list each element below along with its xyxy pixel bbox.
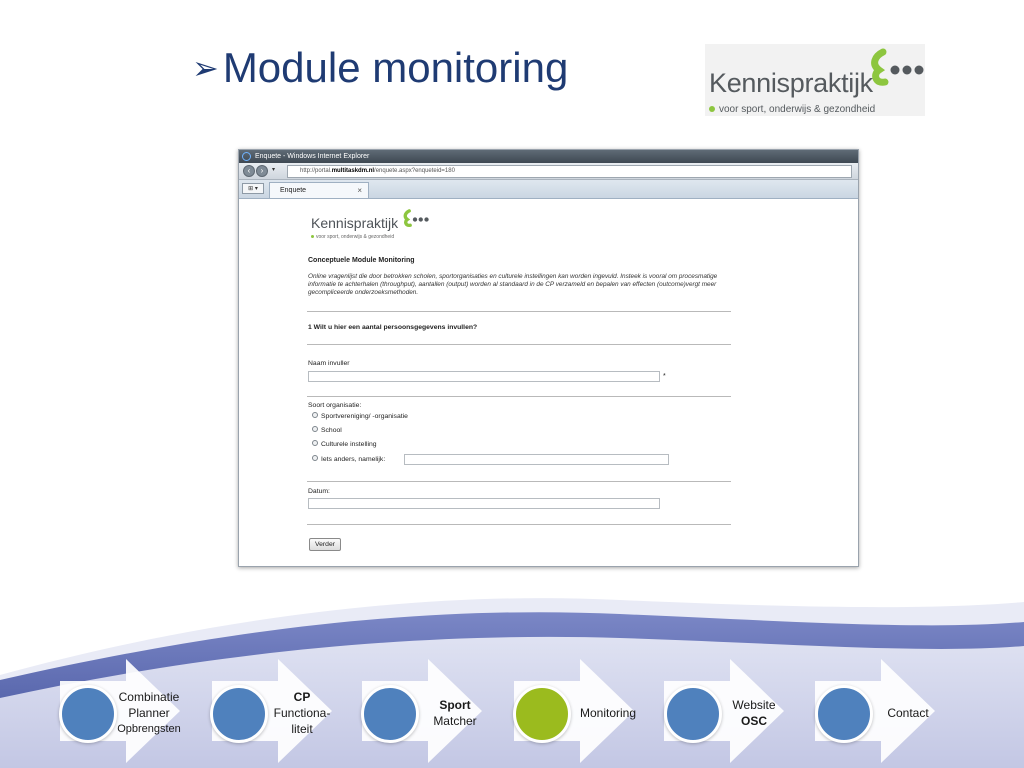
brand-tagline-text: voor sport, onderwijs & gezondheid — [719, 104, 876, 115]
step-label: Matcher — [433, 714, 477, 728]
date-label: Datum: — [308, 488, 330, 495]
window-titlebar — [239, 150, 858, 163]
step-circle-combinatie-planner[interactable] — [59, 685, 117, 743]
tab-label: Enquete — [280, 187, 307, 194]
kennispraktijk-mark-icon — [865, 44, 925, 94]
step-website-osc[interactable] — [724, 697, 784, 729]
step-combinatie-planner[interactable] — [112, 689, 186, 737]
url-field[interactable] — [287, 165, 852, 178]
step-label: Monitoring — [579, 706, 637, 720]
green-dot-small-icon — [311, 235, 314, 238]
step-label: Sport — [439, 698, 471, 712]
url-prefix: http://portal. — [300, 168, 332, 174]
form-logo — [311, 207, 431, 243]
step-label: CP — [293, 690, 311, 704]
divider — [307, 344, 731, 345]
radio-iets-anders[interactable] — [312, 455, 385, 465]
step-label: Planner — [128, 706, 170, 720]
tab-enquete[interactable] — [269, 182, 369, 198]
step-circle-sport-matcher[interactable] — [361, 685, 419, 743]
radio-button[interactable] — [312, 455, 318, 461]
step-circle-cp-functionaliteit[interactable] — [210, 685, 268, 743]
window-title: Enquete - Windows Internet Explorer — [255, 153, 370, 160]
step-cp-functionaliteit[interactable] — [268, 689, 336, 737]
required-mark: * — [663, 373, 666, 380]
divider — [307, 396, 731, 397]
quick-tabs-button[interactable]: ⊞ ▾ — [242, 183, 264, 194]
arrow-bullet-icon: ➢ — [192, 50, 219, 86]
form-logo-tagline — [311, 234, 394, 240]
form-heading: Conceptuele Module Monitoring — [308, 257, 415, 264]
radio-button[interactable] — [312, 426, 318, 432]
form-description: Online vragenlijst die door betrokken scholen, sportorganisaties en culturele instellingen kan worden ingevuld. Insteek is vooral om procesmatige informatie te achterhalen (throughput), aantallen (output) worden al standaard in de CP verzameld en bepalen van effecten (outcome)vergt meer gecompliceerde onderzoeksmethoden. — [308, 273, 718, 296]
kennispraktijk-mark-small-icon — [399, 207, 431, 231]
step-label: Opbrengsten — [117, 723, 181, 735]
browser-window — [238, 149, 859, 567]
brand-tagline — [709, 104, 875, 115]
step-circle-contact[interactable] — [815, 685, 873, 743]
step-label: Functiona- — [273, 706, 331, 720]
step-label: liteit — [291, 722, 313, 736]
brand-logo — [705, 44, 925, 116]
page-content — [239, 199, 858, 566]
address-bar — [239, 163, 858, 180]
radio-school[interactable] — [312, 426, 342, 436]
radio-label: Sportvereniging/ -organisatie — [321, 413, 408, 420]
back-button[interactable]: ‹ — [243, 165, 255, 177]
question-1: 1 Wilt u hier een aantal persoonsgegevens invullen? — [308, 324, 478, 331]
url-domain: multitaskdm.nl — [331, 168, 375, 174]
org-label: Soort organisatie: — [308, 402, 362, 409]
step-label: OSC — [740, 714, 767, 728]
step-label: Combinatie — [118, 690, 180, 704]
name-label: Naam invuller — [308, 360, 350, 367]
form-logo-name: Kennispraktijk — [311, 215, 399, 231]
radio-label: Culturele instelling — [321, 441, 377, 448]
form-logo-tagline-text: voor sport, onderwijs & gezondheid — [316, 234, 395, 240]
divider — [307, 481, 731, 482]
url-path: /enquete.aspx?enqueteid=180 — [374, 168, 455, 174]
other-org-input[interactable] — [404, 454, 669, 465]
tab-close-icon[interactable]: × — [357, 186, 362, 195]
step-label: Contact — [887, 706, 929, 720]
divider — [307, 311, 731, 312]
radio-sportvereniging[interactable] — [312, 412, 408, 422]
green-dot-icon — [709, 106, 715, 112]
step-monitoring[interactable] — [573, 705, 643, 721]
slide-title-text: Module monitoring — [222, 44, 569, 91]
radio-button[interactable] — [312, 412, 318, 418]
internet-explorer-icon — [242, 152, 251, 161]
radio-label: School — [321, 427, 342, 434]
date-input[interactable] — [308, 498, 660, 509]
history-dropdown-icon[interactable]: ▾ — [272, 167, 276, 173]
radio-button[interactable] — [312, 440, 318, 446]
step-sport-matcher[interactable] — [425, 697, 485, 729]
tab-bar — [239, 180, 858, 199]
forward-button[interactable]: › — [256, 165, 268, 177]
name-input[interactable] — [308, 371, 660, 382]
divider — [307, 524, 731, 525]
step-circle-website-osc[interactable] — [664, 685, 722, 743]
step-label: Website — [732, 698, 776, 712]
radio-label: Iets anders, namelijk: — [321, 456, 386, 463]
step-circle-monitoring-active[interactable] — [513, 685, 571, 743]
slide-title — [192, 44, 568, 92]
radio-culturele-instelling[interactable] — [312, 440, 377, 450]
step-contact[interactable] — [878, 705, 938, 721]
verder-button[interactable]: Verder — [309, 538, 341, 551]
brand-name: Kennispraktijk — [709, 68, 873, 98]
